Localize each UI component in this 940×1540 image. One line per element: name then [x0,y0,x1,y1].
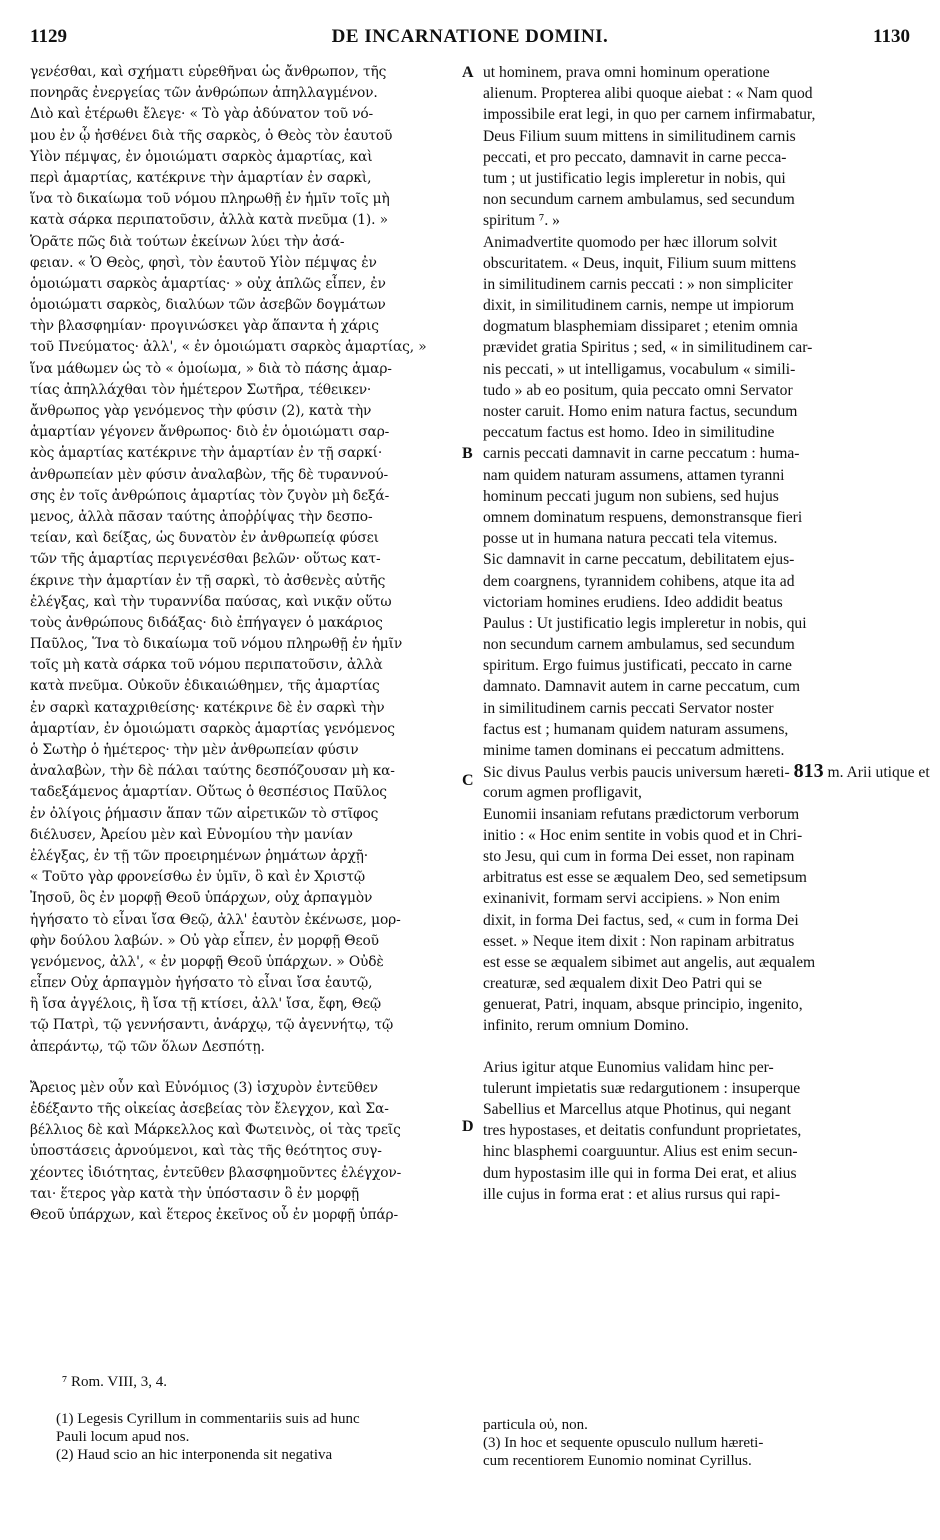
greek-text-line: ἵνα μάθωμεν ὡς τὸ « ὁμοίωμα, » διὰ τὸ πάσης ἁμαρ- [30,360,392,377]
latin-text-line: obscuritatem. « Deus, inquit, Filium suum mittens [483,254,797,272]
latin-text-line: dogmatum blasphemiam dissiparet ; etenim omnia [483,318,798,336]
greek-text-line: ὁμοιώματι σαρκὸς ἁμαρτίας· » οὐχ ἁπλῶς εἶπεν, ἐν [30,275,386,292]
greek-column [30,62,460,1226]
latin-text-line: alienum. Propterea alibi quoque aiebat : « Nam quod [483,85,813,103]
greek-text-line: τείαν, καὶ δείξας, ὡς δυνατὸν ἐν ἀνθρωπείᾳ φύσει [30,530,379,547]
greek-text-line: « Τοῦτο γὰρ φρονείσθω ἐν ὑμῖν, ὃ καὶ ἐν Χριστῷ [30,869,365,886]
latin-text-line: in similitudinem carnis peccati : » non simpliciter [483,275,793,293]
greek-text-line: πονηρᾶς ἐνεργείας τῶν ἀνθρώπων ἀπηλλαγμένον. [30,85,378,102]
greek-text-block-2 [30,1078,460,1226]
greek-text-line: Διὸ καὶ ἑτέρωθι ἔλεγε· « Τὸ γὰρ ἀδύνατον τοῦ νό- [30,106,373,123]
scripture-footnote [62,1373,167,1391]
greek-text-line: Ὁρᾶτε πῶς διὰ τούτων ἐκείνων λύει τὴν ἀσά- [30,233,345,250]
latin-text-line: dum hypostasim ille qui in forma Dei erat, et alius [483,1164,797,1182]
column-mark-tail: m. Arii utique et [827,764,930,782]
footnote-line: (3) In hoc et sequente opusculo nullum hæreti- [483,1435,764,1451]
latin-text-line: infinito, rerum omnium Domino. [483,1017,689,1035]
latin-text-block-2 [483,1057,908,1205]
latin-text-line: dixit, in forma Dei factus, sed, « cum in forma Dei [483,911,799,929]
page-header [30,26,910,52]
greek-text-line: ἢ ἴσα ἀγγέλοις, ἢ ἴσα τῇ κτίσει, ἀλλ' ἴσα, ἔφη, Θεῷ [30,996,382,1013]
greek-text-line: τῶν τῆς ἁμαρτίας περιγενέσθαι βελῶν· οὕτως κατ- [30,551,381,568]
greek-text-line: ἁμαρτίαν γέγονεν ἄνθρωπος· διὸ ἐν ὁμοιώματι σαρ- [30,424,390,441]
footnote-line: particula οὐ, non. [483,1417,588,1433]
latin-text-line: non secundum carnem ambulamus, sed secundum [483,636,795,654]
latin-text-line: Sic damnavit in carne peccatum, debilitatem ejus- [483,551,795,569]
greek-text-line: τὴν βλασφημίαν· προγινώσκει γὰρ ἅπαντα ἡ χάρις [30,318,379,335]
greek-text-line: ἐν σαρκὶ καταχριθείσης· κατέκρινε δὲ ἐν σαρκὶ τὴν [30,699,385,716]
greek-text-line: περὶ ἁμαρτίας, κατέκρινε τὴν ἁμαρτίαν ἐν σαρκὶ, [30,169,372,186]
greek-text-line: ἁμαρτίαν, ἐν ὁμοιώματι σαρκὸς ἁμαρτίας γενόμενος [30,720,395,737]
greek-text-line: φὴν δούλου λαβών. » Οὐ γὰρ εἶπεν, ἐν μορφῇ Θεοῦ [30,932,379,949]
greek-text-line: ἀναλαβὼν, τὴν δὲ πάλαι ταύτης δεσπόζουσαν μὴ κα- [30,763,395,780]
latin-text-line: nis peccati, » ut intelligamus, vocabulum « simili- [483,360,796,378]
footnotes-right [483,1416,763,1470]
paragraph-gap [483,1037,908,1057]
section-marker-b: B [462,445,473,462]
latin-text-line: minime tamen dominans ei peccatum admittens. [483,742,785,759]
greek-text-line: τοῦ Πνεύματος· ἀλλ', « ἐν ὁμοιώματι σαρκὸς ἁμαρτίας, » [30,339,427,356]
latin-text-line: dixit, in similitudinem carnis, nempe ut impiorum [483,297,794,315]
latin-text-line: arbitratus est esse se æqualem Deo, sed semetipsum [483,869,807,887]
latin-text-line: hominum peccati jugum non subiens, sed hujus [483,487,779,505]
latin-text-line: initio : « Hoc enim sentite in vobis quod et in Chri- [483,826,803,844]
greek-text-line: διέλυσεν, Ἀρείου μὲν καὶ Εὐνομίου τὴν μανίαν [30,826,353,843]
latin-text-line: Paulus : Ut justificatio legis impleretur in nobis, qui [483,614,807,632]
latin-text-line: Sabellius et Marcellus atque Photinus, qui negant [483,1101,791,1118]
greek-text-line: κατὰ σάρκα περιπατοῦσιν, ἀλλὰ κατὰ πνεῦμα (1). » [30,212,388,229]
latin-text-line: exinanivit, formam servi accipiens. » Non enim [483,890,781,908]
latin-text-line: dem coargnens, tyrannidem cohibens, atque ita ad [483,572,795,590]
latin-text-line: posse ut in humana natura peccati tela vitemus. [483,530,778,548]
latin-text-line: damnato. Damnavit autem in carne peccatum, cum [483,678,800,696]
latin-text-line: genuerat, Patri, inquam, absque principio, ingenito, [483,996,803,1014]
latin-text-line: tum ; ut justificatio legis impleretur in nobis, qui [483,169,786,187]
greek-text-line: Ἰησοῦ, ὃς ἐν μορφῇ Θεοῦ ὑπάρχων, οὐχ ἁρπαγμὸν [30,890,373,907]
greek-text-line: ἐλέγξας, καὶ τὴν τυραννίδα παύσας, καὶ νικᾷν οὕτω [30,593,392,610]
column-number-right: 1130 [873,26,910,47]
greek-text-line: Παῦλος, Ἵνα τὸ δικαίωμα τοῦ νόμου πληρωθῇ ἐν ἡμῖν [30,636,403,653]
greek-text-line: ταδεξάμενος ἁμαρτίαν. Οὕτως ὁ θεσπέσιος Παῦλος [30,784,387,801]
greek-text-line: βέλλιος δὲ καὶ Μάρκελλος καὶ Φωτεινὸς, οἱ τὰς τρεῖς [30,1122,401,1139]
greek-text-line: ἡγήσατο τὸ εἶναι ἴσα Θεῷ, ἀλλ' ἑαυτὸν ἐκένωσε, μορ- [30,911,401,928]
latin-text-line: sto Jesu, qui cum in forma Dei esset, non rapinam [483,847,795,865]
greek-text-line: κατὰ πνεῦμα. Οὐκοῦν ἐδικαιώθημεν, τῆς ἁμαρτίας [30,678,380,695]
column-number-left: 1129 [30,26,67,47]
footnote-line: (1) Legesis Cyrillum in commentariis suis ad hunc [56,1411,360,1427]
latin-text-line: creaturæ, sed æqualem dixit Deo Patri qui se [483,975,762,993]
footnote-line: cum recentiorem Eunomio nominat Cyrillus. [483,1453,752,1469]
greek-text-line: φειαν. « Ὁ Θεὸς, φησὶ, τὸν ἑαυτοῦ Υἱὸν πέμψας ἐν [30,254,377,271]
greek-text-line: Θεοῦ ὑπάρχων, καὶ ἕτερος ἐκεῖνος οὗ ἐν μορφῇ ὑπάρ- [30,1206,399,1223]
greek-text-line: ὁ Σωτὴρ ὁ ἡμέτερος· τὴν μὲν ἀνθρωπείαν φύσιν [30,742,359,758]
section-marker-c: C [462,772,474,789]
greek-text-line: ἐδέξαντο τῆς οἰκείας ἀσεβείας τὸν ἔλεγχον, καὶ Σα- [30,1101,389,1117]
latin-text-line: victoriam homines erudiens. Ideo addidit beatus [483,593,783,611]
greek-text-line: Υἱὸν πέμψας, ἐν ὁμοιώματι σαρκὸς ἁμαρτίας, καὶ [30,148,373,165]
footnote-line: Pauli locum apud nos. [56,1429,190,1445]
greek-text-line: ὁμοιώματι σαρκὸς, διαλύων τῶν ἀσεβῶν δογμάτων [30,297,386,314]
greek-text-line: μενος, ἀλλὰ πᾶσαν ταύτης ἀποῤῥίψας τὴν δεσπο- [30,508,373,525]
latin-text-line: peccati, et pro peccato, damnavit in carne pecca- [483,148,787,166]
greek-text-line: κὸς ἁμαρτίας κατέκρινε τὴν ἁμαρτίαν ἐν τῇ σαρκί· [30,445,383,462]
greek-text-line: τοὺς ἀνθρώπους διδάξας· διὸ ἐπήγαγεν ὁ μακάριος [30,614,383,631]
greek-text-line: ται· ἕτερος γὰρ κατὰ τὴν ὑπόστασιν ὃ ἐν μορφῇ [30,1185,360,1202]
latin-text-line: spiritum ⁷. » [483,212,560,230]
latin-text-line: ut hominem, prava omni hominum operatione [483,64,770,81]
greek-text-line: ἀπεράντῳ, τῷ τῶν ὅλων Δεσπότῃ. [30,1038,265,1055]
latin-text-line: nam quidem naturam assumens, attamen tyranni [483,466,785,484]
latin-text-line: Deus Filium suum mittens in similitudinem carnis [483,127,796,145]
paragraph-gap [30,1058,460,1078]
latin-text-line: Eunomii insaniam refutans prædictorum verborum [483,805,800,823]
greek-text-line: ἵνα τὸ δικαίωμα τοῦ νόμου πληρωθῇ ἐν ἡμῖν τοῖς μὴ [30,191,390,208]
footnotes-left [56,1410,360,1464]
footnote-line: ⁷ Rom. VIII, 3, 4. [62,1374,167,1390]
latin-text-line: esset. » Neque item dixit : Non rapinam arbitratus [483,932,795,950]
latin-text-line: hinc blasphemi coarguuntur. Alius est enim secun- [483,1143,798,1161]
running-title: DE INCARNATIONE DOMINI. [331,26,609,47]
latin-text-line: omnem dominatum respuens, demonstransque fieri [483,508,803,526]
latin-text-line: est esse se æqualem sibimet aut angelis, aut æqualem [483,953,816,971]
latin-text-line: Animadvertite quomodo per hæc illorum solvit [483,233,778,251]
greek-text-line: έκρινε τὴν ἁμαρτίαν ἐν τῇ σαρκὶ, τὸ ἀσθενὲς αὐτῆς [30,572,386,589]
latin-text-fragment: Sic divus Paulus verbis paucis universum hæreti- [483,764,790,782]
latin-text-line: peccatum factus est homo. Ideo in similitudine [483,424,775,442]
latin-text-block-1 [483,62,930,1037]
latin-text-line: ille cujus in forma erat : et alius rursus qui rapi- [483,1185,781,1203]
greek-text-block-1 [30,62,460,1058]
latin-text-line: impossibile erat legi, in quo per carnem infirmabatur, [483,106,816,124]
greek-text-line: ὑποστάσεις ἀρνούμενοι, καὶ τὰς τῆς θεότητος συγ- [30,1143,382,1160]
greek-text-line: ἀνθρωπείαν μὲν φύσιν ἀναλαβὼν, τῆς δὲ τυραννού- [30,466,388,483]
greek-text-line: γενόμενος, ἀλλ', « ἐν μορφῇ Θεοῦ ὑπάρχων. » Οὐδὲ [30,953,384,970]
latin-text-line: tudo » ab eo positum, quia peccato omni Servator [483,381,793,399]
greek-text-line: χέοντες ἰδιότητας, ἐντεῦθεν βλασφημοῦντες ἐλέγχον- [30,1164,402,1181]
latin-text-line: tulerunt impietatis suæ redargutionem : insuperque [483,1079,801,1097]
column-mark-number: 813 [793,760,824,783]
greek-text-line: ἐν ὀλίγοις ῥήμασιν ἅπαν τῶν αἱρετικῶν τὸ στῖφος [30,805,379,822]
greek-text-line: τῷ Πατρὶ, τῷ γεννήσαντι, ἀνάρχῳ, τῷ ἀγεννήτῳ, τῷ [30,1017,394,1034]
latin-text-line: carnis peccati damnavit in carne peccatum : huma- [483,445,800,463]
latin-text-line: spiritum. Ergo fuimus justificati, peccato in carne [483,657,792,675]
greek-text-line: ἐλέγξας, ἐν τῇ τῶν προειρημένων ῥημάτων ἀρχῇ· [30,847,369,864]
greek-text-line: τοῖς μὴ κατὰ σάρκα τοῦ νόμου περιπατοῦσιν, ἀλλὰ [30,657,383,674]
latin-text-line: non secundum carnem ambulamus, sed secundum [483,191,795,209]
greek-text-line: σης ἐν τοῖς ἀνθρώποις ἁμαρτίας τὸν ζυγὸν μὴ δεξά- [30,487,390,504]
greek-text-line: ἄνθρωπος γὰρ γενόμενος τὴν φύσιν (2), κατὰ τὴν [30,403,372,419]
latin-text-line: tres hypostases, et deitatis confundunt proprietates, [483,1122,802,1140]
latin-text-line: Arius igitur atque Eunomius validam hinc per- [483,1058,774,1076]
latin-text-line: prævidet gratia Spiritus ; sed, « in similitudinem car- [483,339,813,357]
greek-text-line: γενέσθαι, καὶ σχήματι εὑρεθῆναι ὡς ἄνθρωπον, τῆς [30,64,387,80]
latin-text-line: corum agmen profligavit, [483,784,642,802]
greek-text-line: Ἄρειος μὲν οὖν καὶ Εὐνόμιος (3) ἰσχυρὸν ἐντεῦθεν [30,1079,378,1096]
latin-text-line: noster caruit. Homo enim natura factus, secundum [483,403,798,420]
latin-column [483,62,930,1205]
greek-text-line: τίας ἀπηλλάχθαι τὸν ἡμέτερον Σωτῆρα, τέθεικεν· [30,381,372,398]
latin-text-line [483,760,930,783]
greek-text-line: μου ἐν ᾧ ἠσθένει διὰ τῆς σαρκὸς, ὁ Θεὸς τὸν ἑαυτοῦ [30,127,393,144]
greek-text-line: εἶπεν Οὐχ ἁρπαγμὸν ἡγήσατο τὸ εἶναι ἴσα ἑαυτῷ, [30,975,373,992]
section-marker-d: D [462,1118,474,1135]
latin-text-line: factus est ; humanam quidem naturam assumens, [483,720,789,738]
footnote-line: (2) Haud scio an hic interponenda sit negativa [56,1447,333,1463]
section-marker-a: A [462,64,474,81]
latin-text-line: in similitudinem carnis peccati Servator noster [483,699,774,717]
